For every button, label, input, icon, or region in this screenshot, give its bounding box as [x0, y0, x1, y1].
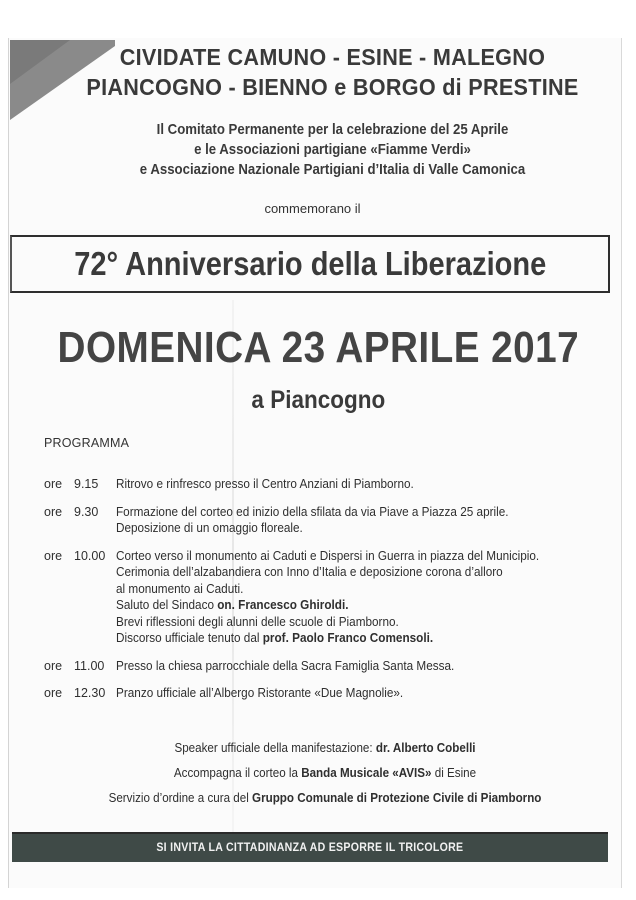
band-suffix: di Esine: [431, 766, 477, 780]
security-prefix: Servizio d’ordine a cura del: [108, 791, 253, 805]
civil-protection-name: Gruppo Comunale di Protezione Civile di Piamborno: [252, 791, 542, 805]
ore-label: ore: [44, 686, 63, 700]
ore-label: ore: [44, 658, 63, 673]
committee-line-1: Il Comitato Permanente per la celebrazione del 25 Aprile: [156, 121, 509, 138]
schedule-time: 11.00: [74, 658, 105, 673]
schedule-line: Deposizione di un omaggio floreale.: [116, 521, 303, 535]
event-date: [0, 323, 636, 373]
schedule-time: 9.30: [74, 504, 99, 519]
official-speaker-name: dr. Alberto Cobelli: [375, 741, 476, 755]
event-date-text: DOMENICA 23 APRILE 2017: [57, 323, 579, 372]
mayor-name: on. Francesco Ghiroldi.: [217, 598, 349, 612]
speaker-prefix: Speaker ufficiale della manifestazione:: [174, 741, 376, 755]
municipalities-header: [82, 42, 583, 102]
band-line: [106, 761, 543, 786]
speaker-name: prof. Paolo Franco Comensoli.: [262, 631, 434, 645]
discorso-line: [116, 630, 584, 647]
anniversary-title: 72° Anniversario della Liberazione: [73, 245, 547, 282]
banner-text: SI INVITA LA CITTADINANZA AD ESPORRE IL TRICOLORE: [156, 842, 464, 854]
schedule-line: Corteo verso il monumento ai Caduti e Dispersi in Guerra in piazza del Municipio.: [116, 548, 540, 563]
program-schedule: [44, 476, 614, 713]
schedule-time: 12.30: [74, 686, 106, 700]
schedule-line: Presso la chiesa parrocchiale della Sacra Famiglia Santa Messa.: [116, 658, 455, 673]
schedule-time: 9.15: [74, 477, 99, 491]
saluto-line: [116, 597, 584, 614]
footer-info: [90, 736, 560, 811]
anniversary-box: [10, 235, 610, 293]
schedule-line: Brevi riflessioni degli alunni delle scuole di Piamborno.: [116, 614, 399, 629]
saluto-prefix: Saluto del Sindaco: [116, 598, 218, 612]
security-line: [106, 786, 543, 811]
schedule-item: [44, 548, 614, 647]
schedule-time: 10.00: [74, 548, 106, 563]
schedule-line: Pranzo ufficiale all’Albergo Ristorante «Due Magnolie».: [116, 686, 404, 700]
tricolore-banner: [12, 832, 608, 862]
ore-label: ore: [44, 504, 63, 519]
commemorano-text: commemorano il: [264, 201, 361, 216]
band-name: Banda Musicale «AVIS»: [301, 766, 432, 780]
schedule-line: Cerimonia dell’alzabandiera con Inno d’Italia e deposizione corona d’alloro: [116, 565, 503, 579]
schedule-item: [44, 504, 614, 537]
schedule-line: Ritrovo e rinfresco presso il Centro Anziani di Piamborno.: [116, 477, 414, 491]
ore-label: ore: [44, 548, 63, 563]
event-place-text: a Piancogno: [251, 386, 385, 414]
official-speaker-line: [106, 736, 543, 761]
band-prefix: Accompagna il corteo la: [173, 766, 302, 780]
committee-line-2: e le Associazioni partigiane «Fiamme Verdi»: [194, 141, 471, 158]
committee-text: [93, 120, 573, 180]
schedule-line: al monumento ai Caduti.: [116, 581, 244, 596]
event-place: [0, 386, 636, 415]
schedule-item: [44, 658, 614, 675]
schedule-line: Formazione del corteo ed inizio della sfilata da via Piave a Piazza 25 aprile.: [116, 504, 509, 519]
schedule-item: [44, 476, 614, 493]
ore-label: ore: [44, 477, 63, 491]
committee-line-3: e Associazione Nazionale Partigiani d’Italia di Valle Camonica: [139, 161, 526, 178]
discorso-prefix: Discorso ufficiale tenuto dal: [116, 631, 263, 645]
municipalities-line-2: PIANCOGNO - BIENNO e BORGO di PRESTINE: [86, 74, 579, 100]
program-title: PROGRAMMA: [44, 436, 130, 450]
municipalities-line-1: CIVIDATE CAMUNO - ESINE - MALEGNO: [119, 44, 546, 70]
schedule-item: [44, 685, 614, 702]
